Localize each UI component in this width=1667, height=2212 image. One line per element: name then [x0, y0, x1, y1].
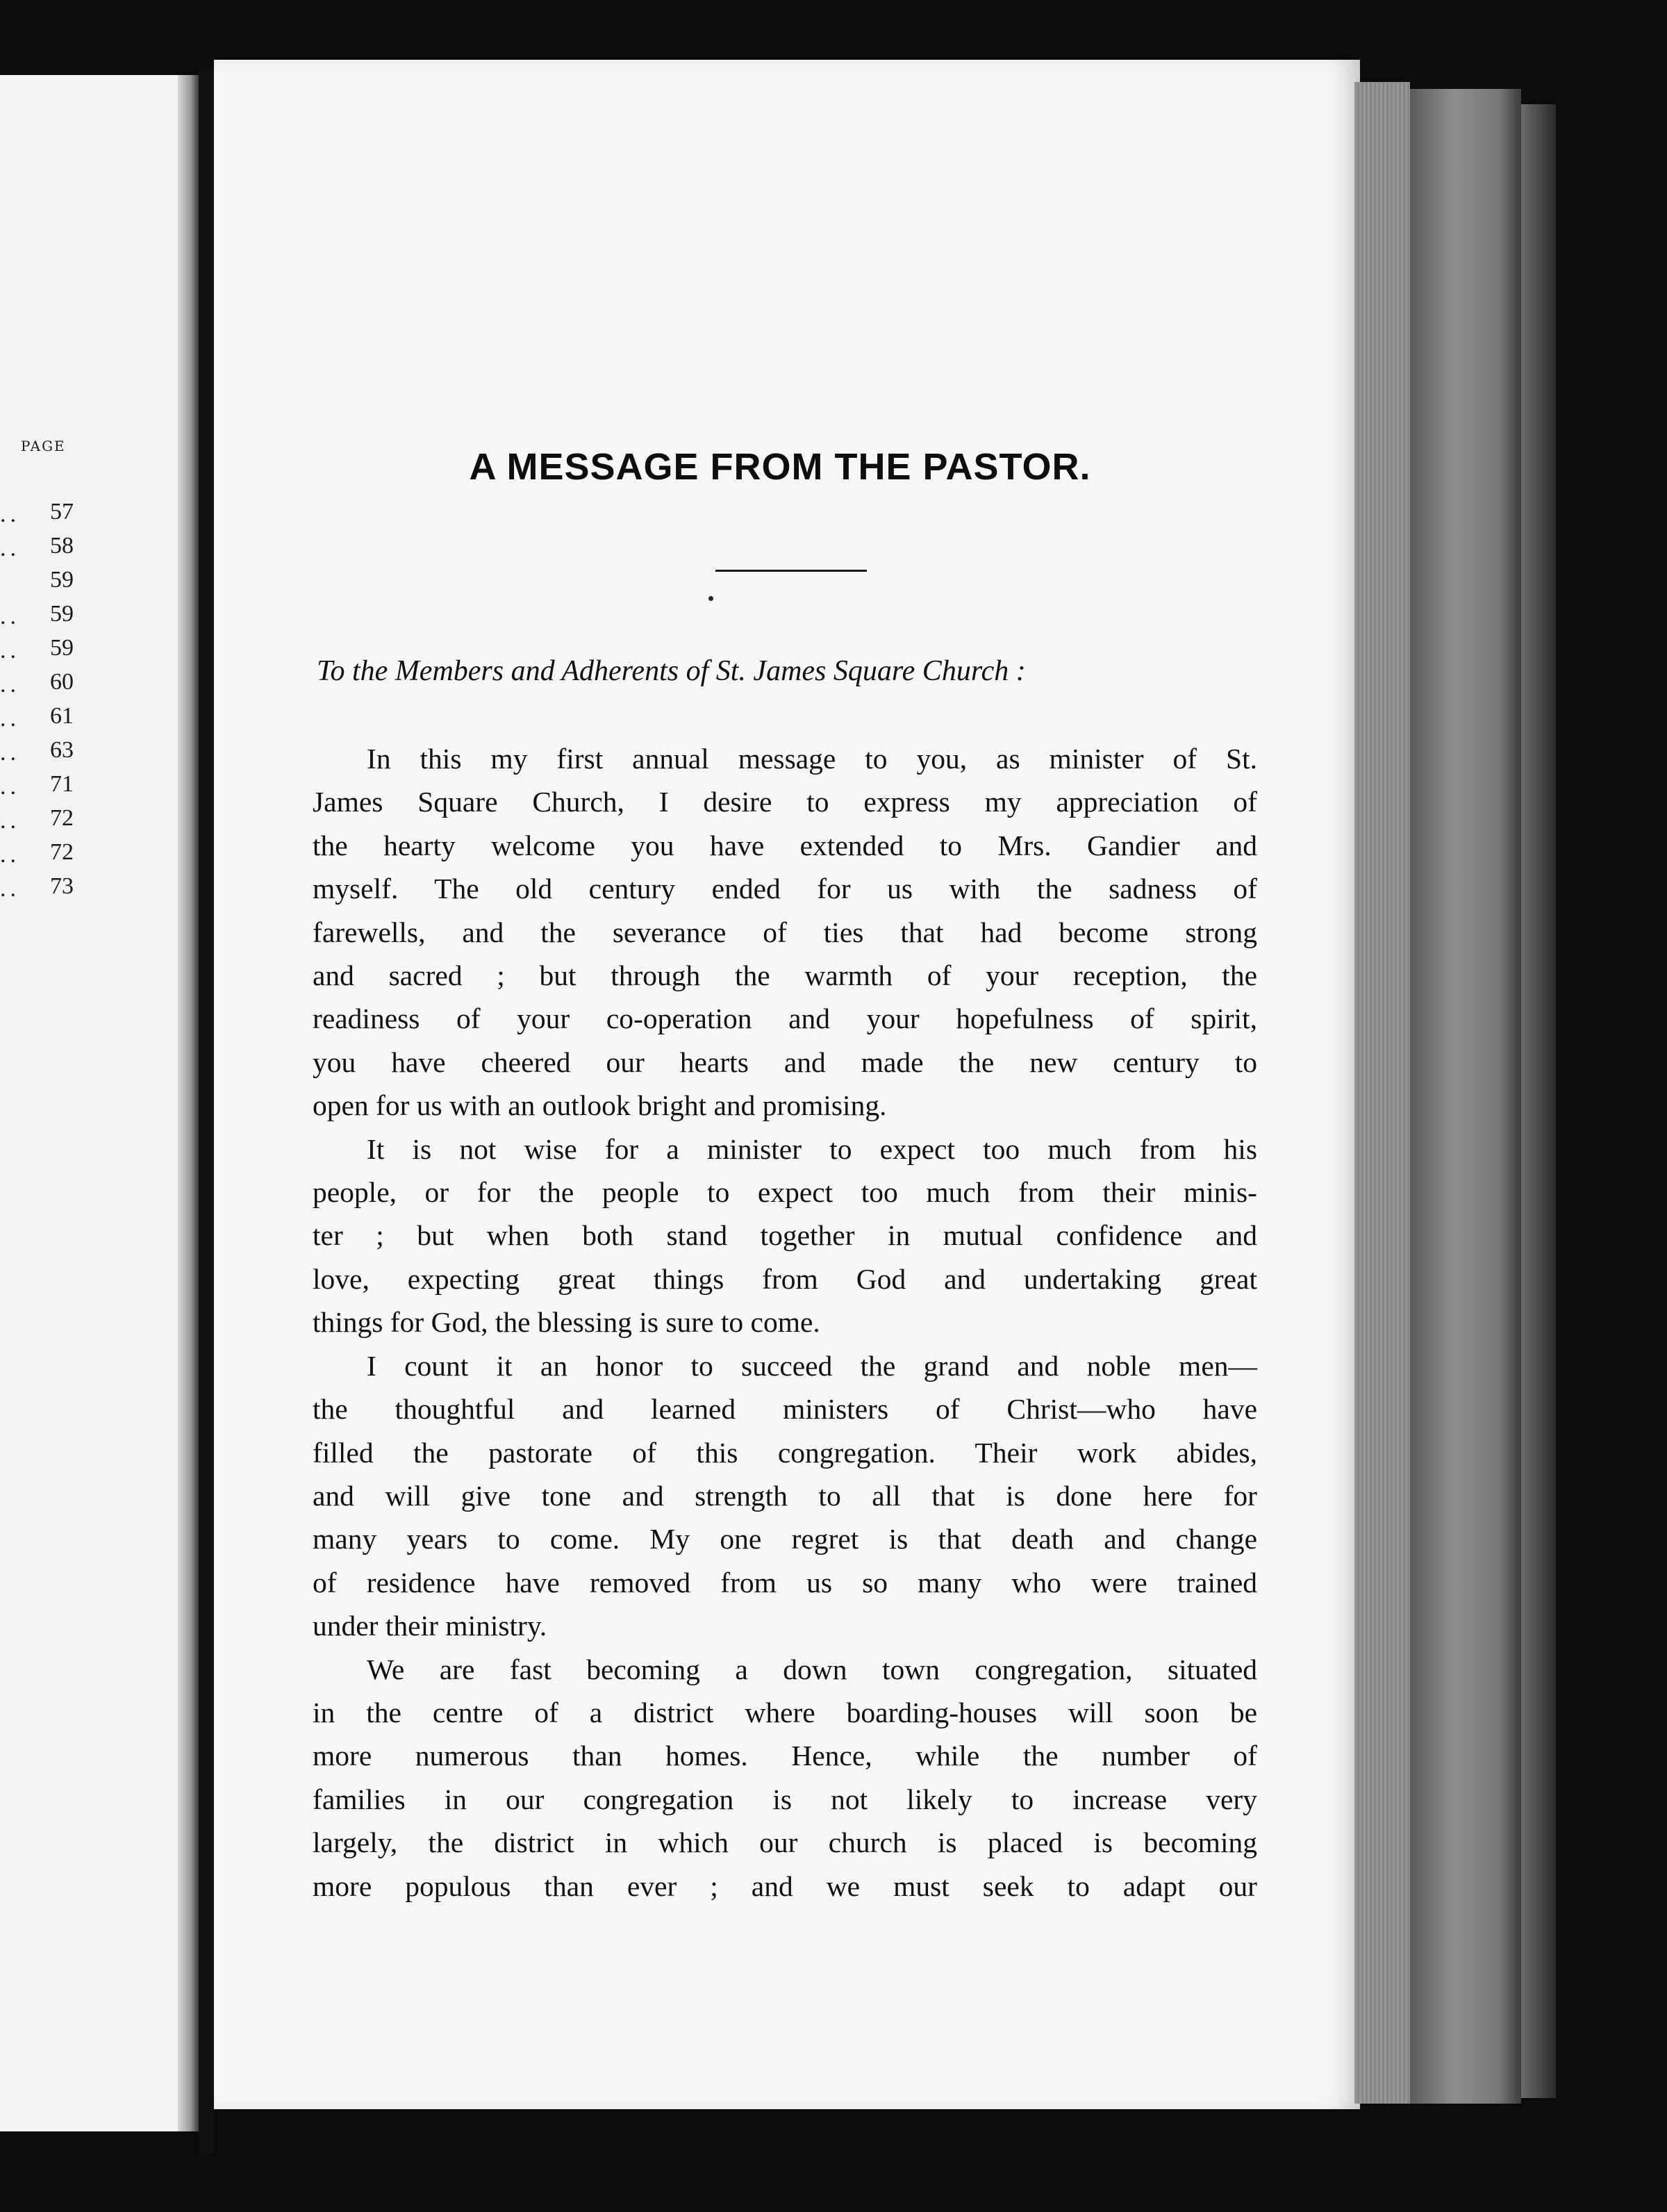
text-line: I count it an honor to succeed the grand and noble men—	[367, 1349, 1257, 1382]
toc-entry	[0, 703, 104, 737]
facing-page	[0, 75, 182, 2131]
text-line: It is not wise for a minister to expect too much from his	[367, 1132, 1257, 1165]
toc-leader: ..	[0, 740, 20, 766]
facing-page-edge	[178, 75, 199, 2131]
page-block-edges	[1354, 82, 1410, 2104]
salutation: To the Members and Adherents of St. James Square Church :	[317, 655, 1026, 687]
toc-page-number: 59	[50, 601, 74, 627]
text-line: largely, the district in which our church is placed is becoming	[313, 1826, 1257, 1859]
toc-page-number: 72	[50, 839, 74, 865]
text-line: of residence have removed from us so many who were trained	[313, 1566, 1257, 1599]
title-rule	[715, 570, 867, 572]
letter-body	[313, 737, 1257, 1908]
toc-entry	[0, 499, 104, 533]
page-block-side	[1410, 89, 1521, 2104]
main-page	[214, 60, 1360, 2109]
text-line: things for God, the blessing is sure to come.	[313, 1306, 820, 1339]
toc-page-list	[0, 499, 104, 907]
text-line: families in our congregation is not likely to increase very	[313, 1783, 1257, 1815]
text-line: and sacred ; but through the warmth of your reception, the	[313, 959, 1257, 992]
text-line: more numerous than homes. Hence, while the number of	[313, 1740, 1257, 1772]
text-line: farewells, and the severance of ties that had become strong	[313, 916, 1257, 948]
toc-entry	[0, 567, 104, 601]
paragraph	[313, 1128, 1257, 1344]
toc-page-number: 59	[50, 567, 74, 593]
paragraph	[313, 1648, 1257, 1908]
text-line: the thoughtful and learned ministers of Christ—who have	[313, 1393, 1257, 1426]
toc-leader: ..	[0, 774, 20, 800]
toc-entry	[0, 805, 104, 839]
toc-leader: ..	[0, 604, 20, 629]
toc-leader: ..	[0, 638, 20, 663]
toc-page-number: 63	[50, 737, 74, 763]
toc-entry	[0, 873, 104, 907]
text-line: in the centre of a district where boarding-houses will soon be	[313, 1696, 1257, 1728]
text-line: readiness of your co-operation and your hopefulness of spirit,	[313, 1002, 1257, 1035]
toc-page-number: 60	[50, 669, 74, 695]
text-line: filled the pastorate of this congregation. Their work abides,	[313, 1436, 1257, 1469]
toc-entry	[0, 737, 104, 771]
text-line: you have cheered our hearts and made the new century to	[313, 1046, 1257, 1078]
text-line: under their ministry.	[313, 1610, 547, 1642]
toc-leader: ..	[0, 876, 20, 902]
toc-leader: ..	[0, 502, 20, 527]
text-line: We are fast becoming a down town congregation, situated	[367, 1653, 1257, 1685]
page-title: A MESSAGE FROM THE PASTOR.	[469, 446, 1091, 488]
toc-entry	[0, 601, 104, 635]
toc-entry	[0, 533, 104, 567]
paragraph	[313, 1344, 1257, 1648]
toc-page-header: PAGE	[21, 438, 66, 454]
text-line: and will give tone and strength to all that is done here for	[313, 1479, 1257, 1512]
toc-page-number: 61	[50, 703, 74, 729]
text-line: the hearty welcome you have extended to Mrs. Gandier and	[313, 829, 1257, 861]
text-line: people, or for the people to expect too much from their minis-	[313, 1176, 1257, 1209]
paragraph	[313, 737, 1257, 1128]
toc-page-number: 57	[50, 499, 74, 525]
toc-page-number: 73	[50, 873, 74, 899]
toc-page-number: 58	[50, 533, 74, 559]
toc-leader: ..	[0, 536, 20, 561]
toc-page-number: 59	[50, 635, 74, 661]
toc-leader: ..	[0, 706, 20, 732]
toc-entry	[0, 635, 104, 669]
toc-leader: ..	[0, 842, 20, 868]
toc-page-number: 72	[50, 805, 74, 831]
text-line: more populous than ever ; and we must seek to adapt our	[313, 1870, 1257, 1902]
text-line: James Square Church, I desire to express my appreciation of	[313, 786, 1257, 818]
toc-leader: ..	[0, 672, 20, 698]
toc-entry	[0, 669, 104, 703]
text-line: love, expecting great things from God and undertaking great	[313, 1262, 1257, 1295]
ornament-dot	[708, 596, 713, 601]
toc-entry	[0, 839, 104, 873]
toc-leader: ..	[0, 808, 20, 834]
toc-entry	[0, 771, 104, 805]
text-line: ter ; but when both stand together in mutual confidence and	[313, 1219, 1257, 1252]
text-line: open for us with an outlook bright and promising.	[313, 1089, 887, 1122]
book-gutter	[199, 69, 214, 2154]
toc-page-number: 71	[50, 771, 74, 797]
book-cover-edge	[1521, 104, 1556, 2098]
text-line: myself. The old century ended for us with the sadness of	[313, 873, 1257, 905]
text-line: In this my first annual message to you, as minister of St.	[367, 743, 1257, 775]
text-line: many years to come. My one regret is that death and change	[313, 1523, 1257, 1555]
